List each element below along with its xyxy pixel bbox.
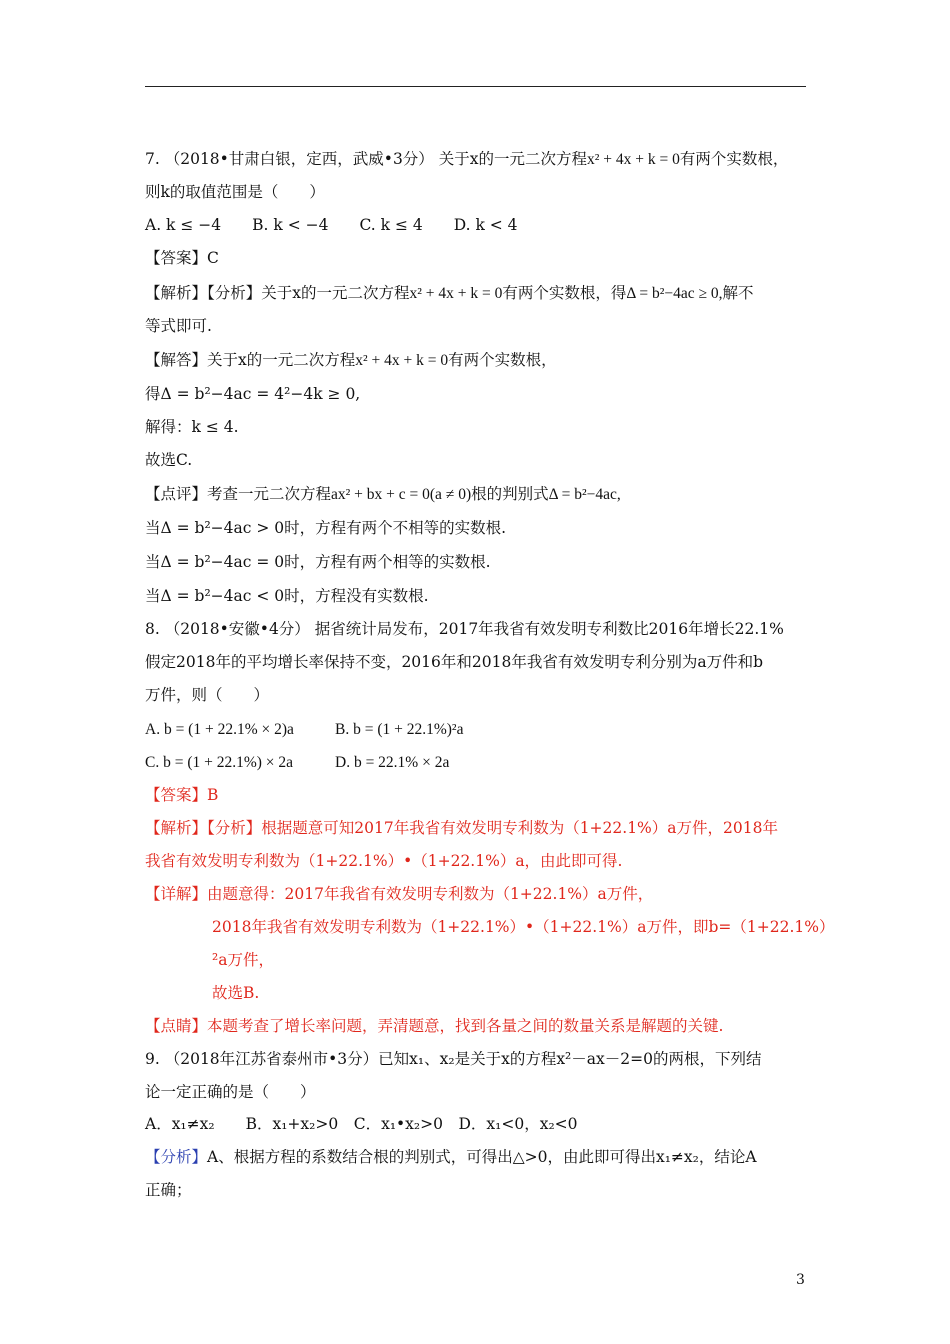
q8-line-1: 8. （2018•安徽•4分） 据省统计局发布，2017年我省有效发明专利数比2016年增长22.1% xyxy=(145,620,784,638)
q9-analysis-line-1: 【分析】A、根据方程的系数结合根的判别式，可得出△>0，由此即可得出x₁≠x₂，结论A xyxy=(145,1148,757,1166)
q8-line-3: 万件，则（ ） xyxy=(145,686,270,704)
q7-options: A. k ≤ −4 B. k < −4 C. k ≤ 4 D. k < 4 xyxy=(145,216,518,234)
q7-solve-line-2: 得Δ = b²−4ac = 4²−4k ≥ 0, xyxy=(145,385,361,403)
q8-line-2: 假定2018年的平均增长率保持不变，2016年和2018年我省有效发明专利分别为a万件和b xyxy=(145,653,764,671)
q7-solve-line-3: 解得：k ≤ 4. xyxy=(145,418,239,436)
q9-line-1: 9. （2018年江苏省泰州市•3分）已知x₁、x₂是关于x的方程x²－ax－2=0的两根，下列结 xyxy=(145,1050,762,1068)
q9-analysis-line-2: 正确； xyxy=(145,1181,192,1199)
q8-analysis-line-2: 我省有效发明专利数为（1+22.1%）•（1+22.1%）a，由此即可得. xyxy=(145,852,623,870)
q7-solve-line-4: 故选C. xyxy=(145,451,193,469)
q7-case-2: 当Δ = b²−4ac = 0时，方程有两个相等的实数根. xyxy=(145,553,491,571)
q7-answer: 【答案】C xyxy=(145,249,219,267)
q8-comment: 【点睛】本题考查了增长率问题，弄清题意，找到各量之间的数量关系是解题的关键. xyxy=(145,1017,724,1035)
q7-solve-line-1: 【解答】关于x的一元二次方程x² + 4x + k = 0有两个实数根， xyxy=(145,351,557,369)
q7-analysis-line-1: 【解析】【分析】关于x的一元二次方程x² + 4x + k = 0有两个实数根，得Δ = b²−4ac ≥ 0,解不 xyxy=(145,284,754,302)
q8-option-a: A. b = (1 + 22.1% × 2)a xyxy=(145,721,294,738)
q8-answer: 【答案】B xyxy=(145,786,219,804)
q8-detail-line-2: 2018年我省有效发明专利数为（1+22.1%）•（1+22.1%）a万件，即b=（1+22.1%） xyxy=(212,918,835,936)
q7-analysis-line-2: 等式即可. xyxy=(145,317,212,335)
q7-line-2: 则k的取值范围是（ ） xyxy=(145,183,325,201)
q7-line-1: 7. （2018•甘肃白银，定西，武威•3分） 关于x的一元二次方程x² + 4x + k = 0有两个实数根， xyxy=(145,150,789,168)
page-number: 3 xyxy=(796,1272,805,1288)
q8-detail-line-1: 【详解】由题意得：2017年我省有效发明专利数为（1+22.1%）a万件， xyxy=(145,885,654,903)
q9-line-2: 论一定正确的是（ ） xyxy=(145,1083,316,1101)
q8-option-b: B. b = (1 + 22.1%)²a xyxy=(335,721,464,738)
q8-detail-line-3: ²a万件， xyxy=(212,951,274,969)
q8-option-d: D. b = 22.1% × 2a xyxy=(335,754,450,771)
q7-case-1: 当Δ = b²−4ac > 0时，方程有两个不相等的实数根. xyxy=(145,519,507,537)
q8-analysis-line-1: 【解析】【分析】根据题意可知2017年我省有效发明专利数为（1+22.1%）a万件，2018年 xyxy=(145,819,778,837)
q9-options: A．x₁≠x₂ B．x₁+x₂>0 C．x₁•x₂>0 D．x₁<0，x₂<0 xyxy=(145,1115,578,1133)
q7-comment-line-1: 【点评】考查一元二次方程ax² + bx + c = 0(a ≠ 0)根的判别式Δ = b²−4ac, xyxy=(145,485,621,503)
q7-case-3: 当Δ = b²−4ac < 0时，方程没有实数根. xyxy=(145,587,429,605)
q8-detail-line-4: 故选B. xyxy=(212,984,260,1002)
header-rule xyxy=(145,86,806,87)
q8-option-c: C. b = (1 + 22.1%) × 2a xyxy=(145,754,294,771)
